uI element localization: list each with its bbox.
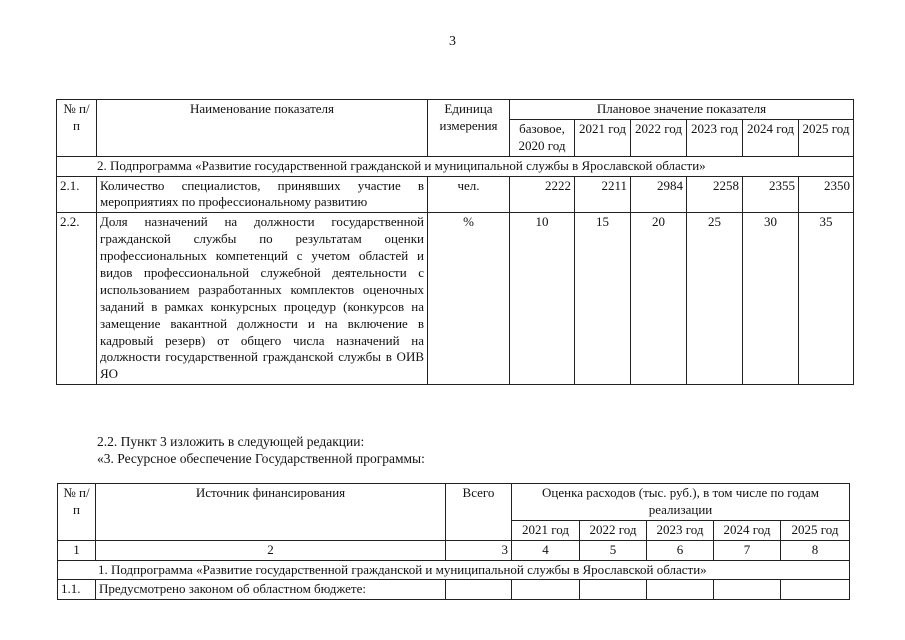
col-number: 7 bbox=[714, 540, 781, 560]
paragraph-heading: «3. Ресурсное обеспечение Государственной программы: bbox=[97, 451, 425, 466]
header-funding-source: Источник финансирования bbox=[96, 484, 446, 541]
page-number: 3 bbox=[449, 34, 456, 49]
col-number: 6 bbox=[647, 540, 714, 560]
row-value-2025: 2350 bbox=[799, 176, 854, 213]
row-value-2024 bbox=[714, 580, 781, 600]
table-row bbox=[57, 176, 854, 213]
col-number: 5 bbox=[580, 540, 647, 560]
column-number-row bbox=[58, 540, 850, 560]
header-unit: Единица измерения bbox=[428, 100, 510, 157]
row-num: 2.1. bbox=[57, 176, 97, 213]
header-year-2022: 2022 год bbox=[631, 119, 687, 156]
row-value-base: 10 bbox=[510, 213, 575, 385]
header-year-2023: 2023 год bbox=[647, 520, 714, 540]
subprogram-row: 2. Подпрограмма «Развитие государственной гражданской и муниципальной службы в Ярославской области» bbox=[57, 156, 854, 176]
header-year-2023: 2023 год bbox=[687, 119, 743, 156]
table-row bbox=[57, 213, 854, 385]
header-year-base: базовое, 2020 год bbox=[510, 119, 575, 156]
row-value-2022: 20 bbox=[631, 213, 687, 385]
header-year-2021: 2021 год bbox=[512, 520, 580, 540]
row-value-2022 bbox=[580, 580, 647, 600]
header-year-2024: 2024 год bbox=[714, 520, 781, 540]
col-number: 1 bbox=[58, 540, 96, 560]
row-value-2024: 2355 bbox=[743, 176, 799, 213]
row-value-2021: 15 bbox=[575, 213, 631, 385]
col-number: 2 bbox=[96, 540, 446, 560]
col-number: 4 bbox=[512, 540, 580, 560]
row-value-base: 2222 bbox=[510, 176, 575, 213]
subprogram-row: 1. Подпрограмма «Развитие государственной гражданской и муниципальной службы в Ярославской области» bbox=[58, 560, 850, 580]
header-year-2025: 2025 год bbox=[799, 119, 854, 156]
indicators-table bbox=[56, 99, 854, 385]
header-num: № п/п bbox=[58, 484, 96, 541]
row-num: 2.2. bbox=[57, 213, 97, 385]
row-value-2022: 2984 bbox=[631, 176, 687, 213]
header-indicator-name: Наименование показателя bbox=[97, 100, 428, 157]
header-total: Всего bbox=[446, 484, 512, 541]
row-value-2025 bbox=[781, 580, 850, 600]
header-year-2021: 2021 год bbox=[575, 119, 631, 156]
row-value-2023: 2258 bbox=[687, 176, 743, 213]
row-indicator-name: Доля назначений на должности государственной гражданской службы по результатам оценки профессиональных компетенций с учетом областей и видов профессиональной служебной деятельности с использованием разработанных комплектов оценочных заданий в рамках конкурсных процедур (конкурсов на замещение вакантной должности и на включение в кадровый резерв) от общего числа назначений на должности государственной гражданской службы в ОИВ ЯО bbox=[97, 213, 428, 385]
row-unit: % bbox=[428, 213, 510, 385]
header-num: № п/п bbox=[57, 100, 97, 157]
row-value-2024: 30 bbox=[743, 213, 799, 385]
row-value-2021 bbox=[512, 580, 580, 600]
row-indicator-name: Количество специалистов, принявших участие в мероприятиях по профессиональному развитию bbox=[97, 176, 428, 213]
paragraph-item: 2.2. Пункт 3 изложить в следующей редакции: bbox=[97, 434, 365, 449]
row-value-2023 bbox=[647, 580, 714, 600]
row-value-2021: 2211 bbox=[575, 176, 631, 213]
header-year-2022: 2022 год bbox=[580, 520, 647, 540]
header-year-2024: 2024 год bbox=[743, 119, 799, 156]
col-number: 8 bbox=[781, 540, 850, 560]
header-plan-value: Плановое значение показателя bbox=[510, 100, 854, 120]
row-value-2025: 35 bbox=[799, 213, 854, 385]
resources-table bbox=[57, 483, 850, 600]
row-unit: чел. bbox=[428, 176, 510, 213]
row-funding-source: Предусмотрено законом об областном бюджете: bbox=[96, 580, 446, 600]
table-row bbox=[58, 580, 850, 600]
row-value-2023: 25 bbox=[687, 213, 743, 385]
header-year-2025: 2025 год bbox=[781, 520, 850, 540]
header-estimate: Оценка расходов (тыс. руб.), в том числе по годам реализации bbox=[512, 484, 850, 521]
row-total bbox=[446, 580, 512, 600]
row-num: 1.1. bbox=[58, 580, 96, 600]
col-number: 3 bbox=[446, 540, 512, 560]
